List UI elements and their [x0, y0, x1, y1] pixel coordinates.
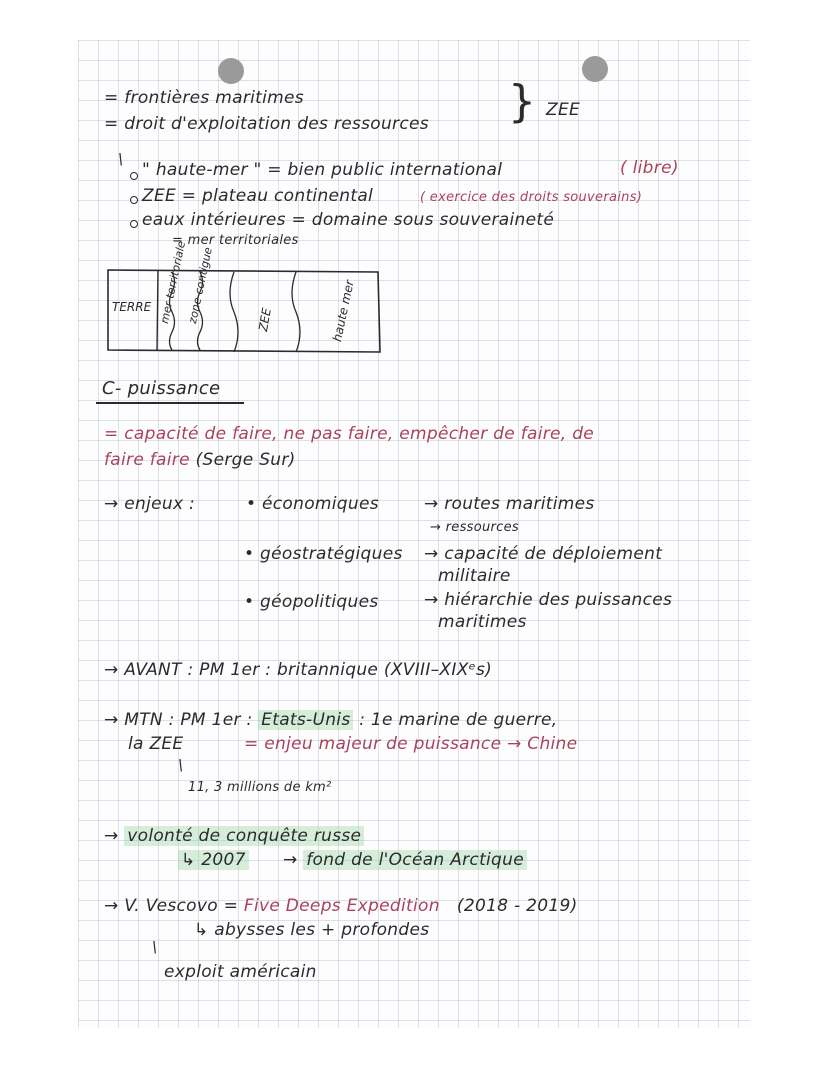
- punch-hole-left: [218, 58, 244, 84]
- diagram-zee: ZEE: [256, 306, 274, 333]
- diagram-zone-contigue: zone contigue: [186, 246, 215, 325]
- mtn-zee-label: la ZEE: [128, 734, 184, 754]
- zee-note: ( exercice des droits souverains): [420, 190, 643, 205]
- definition-line2: [104, 450, 296, 470]
- enjeux-geostrat-deploiement: → capacité de déploiement: [424, 544, 663, 564]
- punch-hole-right: [582, 56, 608, 82]
- mtn-marine: : 1e marine de guerre,: [359, 710, 558, 730]
- mtn-superficie: 11, 3 millions de km²: [188, 780, 332, 795]
- russe-arctique: fond de l'Océan Arctique: [303, 850, 527, 870]
- russe-arrow: →: [104, 826, 119, 846]
- mtn-pm: → MTN : PM 1er :: [104, 710, 253, 730]
- vescovo-line1: [104, 896, 578, 916]
- bullet-dot: [130, 172, 138, 180]
- arrow-tick: \: [152, 938, 158, 956]
- haute-mer-note: ( libre): [620, 158, 679, 178]
- eaux-interieures-line: eaux intérieures = domaine sous souveraineté: [142, 210, 555, 230]
- item-droit-exploitation: = droit d'exploitation des ressources: [104, 114, 429, 134]
- title-underline: [96, 402, 244, 404]
- diagram-terre: TERRE: [112, 300, 152, 314]
- russe-volonte: volonté de conquête russe: [124, 826, 364, 846]
- enjeux-economiques: • économiques: [246, 494, 379, 514]
- section-title: C- puissance: [102, 378, 221, 399]
- vescovo-name: → V. Vescovo =: [104, 896, 239, 916]
- mtn-line1: [104, 710, 557, 730]
- russe-date: ↳ 2007: [178, 850, 249, 870]
- enjeux-eco-ressources: → ressources: [430, 520, 519, 535]
- enjeux-geopol-maritimes: maritimes: [438, 612, 527, 632]
- mtn-enjeu-majeur: = enjeu majeur de puissance → Chine: [244, 734, 578, 754]
- russe-line2: [178, 850, 527, 870]
- diagram-haute-mer: haute mer: [330, 278, 357, 343]
- zee-label: ZEE: [546, 100, 581, 120]
- haute-mer-line: " haute-mer " = bien public international: [142, 160, 503, 180]
- item-frontieres: = frontières maritimes: [104, 88, 304, 108]
- enjeux-eco-routes: → routes maritimes: [424, 494, 595, 514]
- mer-territoriales-sub: = mer territoriales: [172, 233, 299, 248]
- bullet-dot: [130, 196, 138, 204]
- curly-bracket: }: [508, 76, 537, 127]
- russe-arrow2: →: [282, 850, 298, 870]
- bullet-dot: [130, 220, 138, 228]
- definition-author: (Serge Sur): [195, 450, 296, 470]
- enjeux-geopol-hierarchie: → hiérarchie des puissances: [424, 590, 673, 610]
- arrow-tick: \: [178, 756, 184, 774]
- enjeux-label: → enjeux :: [104, 494, 196, 514]
- russe-line1: [104, 826, 364, 846]
- definition-line1: = capacité de faire, ne pas faire, empêcher de faire, de: [104, 424, 595, 444]
- vescovo-dates: (2018 - 2019): [456, 896, 578, 916]
- definition-faire-faire: faire faire: [104, 450, 190, 470]
- mtn-etats-unis: Etats-Unis: [258, 710, 353, 730]
- vescovo-expedition: Five Deeps Expedition: [243, 896, 440, 916]
- vescovo-exploit: exploit américain: [164, 962, 317, 982]
- avant-line: → AVANT : PM 1er : britannique (XVIII–XIXᵉs): [104, 660, 493, 680]
- tick-mark: \: [118, 150, 124, 168]
- enjeux-geopolitiques: • géopolitiques: [244, 592, 379, 612]
- enjeux-geostrat-militaire: militaire: [438, 566, 511, 586]
- vescovo-abysses: ↳ abysses les + profondes: [194, 920, 430, 940]
- zee-line: ZEE = plateau continental: [142, 186, 374, 206]
- enjeux-geostrategiques: • géostratégiques: [244, 544, 403, 564]
- diagram-mer-territoriale: mer territoriale: [158, 239, 189, 325]
